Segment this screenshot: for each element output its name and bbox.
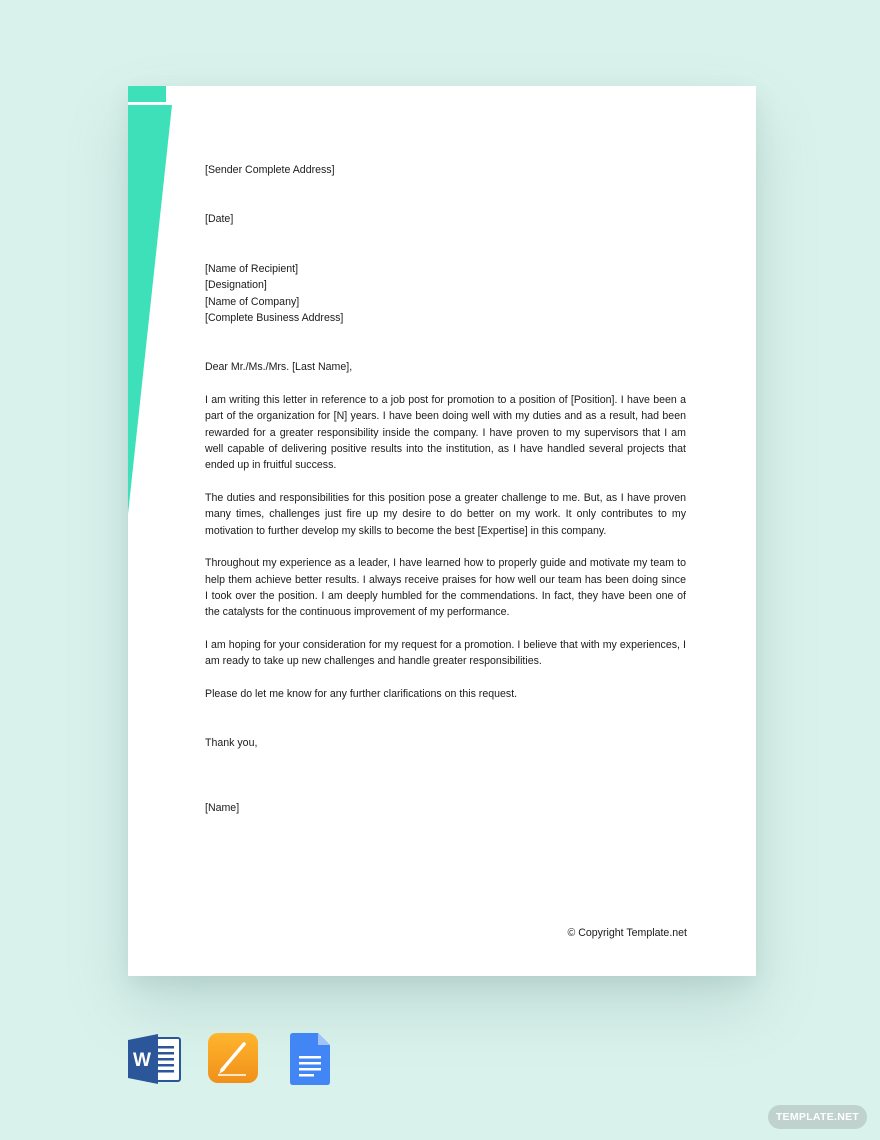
recipient-designation: [Designation] [205, 279, 267, 292]
google-docs-icon[interactable] [290, 1033, 330, 1085]
letter-page [128, 86, 756, 976]
sender-address: [Sender Complete Address] [205, 164, 335, 176]
letter-body [205, 162, 686, 817]
paragraph: I am writing this letter in reference to a job post for promotion to a position of [Position]. I have been a part of the organization for [N] years. I have been doing well with my duties and as a result, had been rewarded for a greater responsibility inside the company. I have proven to my supervisors that I am well capable of delivering positive results into the institution, as I have handled several projects that ended up in fruitful success. [205, 393, 686, 472]
template-net-badge[interactable]: TEMPLATE.NET [768, 1105, 867, 1129]
accent-stripe [128, 86, 174, 516]
recipient-address: [Complete Business Address] [205, 312, 344, 325]
word-letter: W [133, 1050, 151, 1071]
word-icon[interactable] [128, 1033, 182, 1085]
paragraph: The duties and responsibilities for this position pose a greater challenge to me. But, as I have proven many times, challenges just fire up my desire to do better on my work. It only contributes to my motivation to further develop my skills to become the best [Expertise] in this company. [205, 491, 686, 537]
salutation: Dear Mr./Ms./Mrs. [Last Name], [205, 361, 353, 374]
signature: [Name] [205, 802, 240, 815]
closing: Thank you, [205, 736, 258, 749]
paragraph: I am hoping for your consideration for my request for a promotion. I believe that with my experiences, I am ready to take up new challenges and handle greater responsibilities. [205, 638, 686, 668]
recipient-name: [Name of Recipient] [205, 262, 299, 275]
letter-date: [Date] [205, 213, 234, 226]
recipient-company: [Name of Company] [205, 295, 300, 308]
copyright-notice: © Copyright Template.net [567, 927, 687, 939]
pages-icon[interactable] [208, 1033, 258, 1083]
paragraph: Please do let me know for any further clarifications on this request. [205, 687, 518, 700]
paragraph: Throughout my experience as a leader, I have learned how to properly guide and motivate my team to help them achieve better results. I always receive praises for how well our team has been doing since I took over the position. I am deeply humbled for the commendations. In fact, they have been one of the catalysts for the continuous improvement of my performance. [205, 557, 686, 619]
